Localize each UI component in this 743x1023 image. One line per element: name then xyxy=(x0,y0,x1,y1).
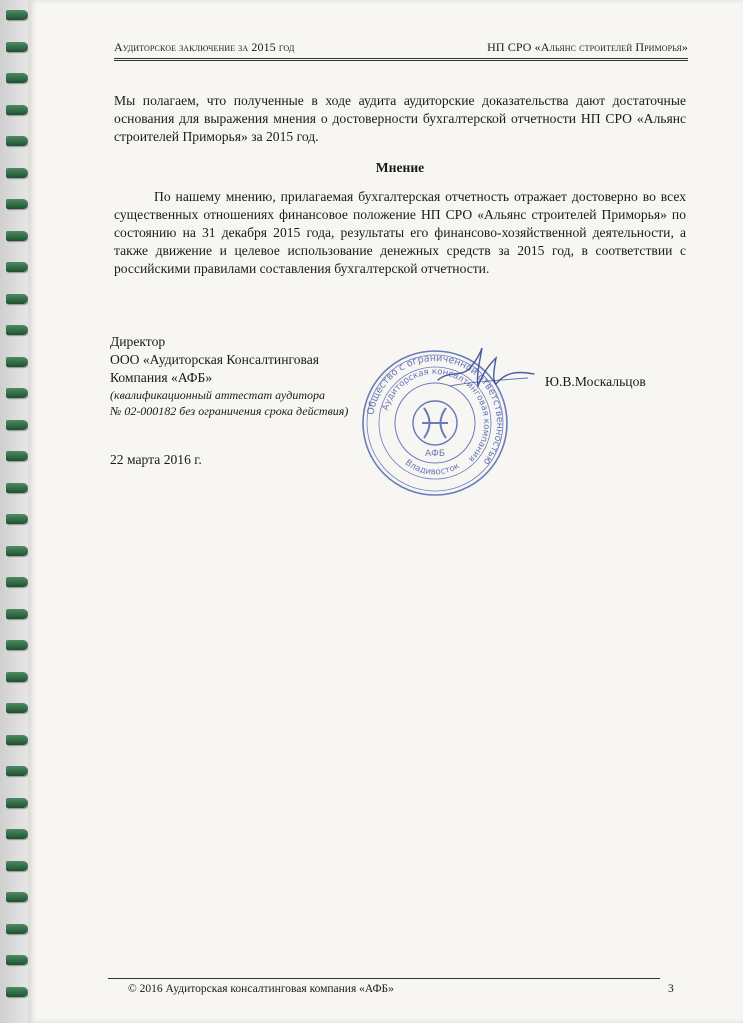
header-left: Аудиторское заключение за 2015 год xyxy=(114,40,295,54)
header-right: НП СРО «Альянс строителей Приморья» xyxy=(487,40,688,54)
document-date: 22 марта 2016 г. xyxy=(110,452,202,467)
binding-ring xyxy=(6,73,28,83)
binding-ring xyxy=(6,262,28,272)
footer-copyright: © 2016 Аудиторская консалтинговая компания «АФБ» xyxy=(128,983,394,995)
document-page xyxy=(28,0,743,1023)
signer-name: Ю.В.Москальцов xyxy=(545,374,646,389)
page-number: 3 xyxy=(668,983,674,995)
binding-ring xyxy=(6,483,28,493)
seal-inner-text: Аудиторская консалтинговая компания xyxy=(380,366,492,464)
binding-ring xyxy=(6,672,28,682)
binding-ring xyxy=(6,609,28,619)
binding-ring xyxy=(6,451,28,461)
binding-ring xyxy=(6,105,28,115)
binding-ring xyxy=(6,987,28,997)
binding-ring xyxy=(6,766,28,776)
header-rule xyxy=(114,58,688,61)
binding-ring xyxy=(6,42,28,52)
handwritten-signature xyxy=(430,340,540,400)
binding-ring xyxy=(6,577,28,587)
binding-ring xyxy=(6,546,28,556)
binding-ring xyxy=(6,388,28,398)
binding-ring xyxy=(6,892,28,902)
binding-ring xyxy=(6,168,28,178)
binding-ring xyxy=(6,798,28,808)
binding-ring xyxy=(6,136,28,146)
binding-ring xyxy=(6,294,28,304)
binding-ring xyxy=(6,703,28,713)
page-header xyxy=(114,40,688,55)
binding-ring xyxy=(6,924,28,934)
company-line-1: ООО «Аудиторская Консалтинговая xyxy=(110,352,320,367)
attest-line-2: № 02-000182 без ограничения срока действия) xyxy=(110,404,349,418)
binding-ring xyxy=(6,829,28,839)
binding-ring xyxy=(6,199,28,209)
paragraph-evidence: Мы полагаем, что полученные в ходе аудита аудиторские доказательства дают достаточные основания для выражения мнения о достоверности бухгалтерской отчетности НП СРО «Альянс строителей Приморья» за 2015 год. xyxy=(114,93,686,144)
opinion-heading: Мнение xyxy=(375,160,425,175)
binding-ring xyxy=(6,514,28,524)
signature-block xyxy=(110,333,348,419)
company-line-2: Компания «АФБ» xyxy=(110,370,213,385)
paragraph-opinion: По нашему мнению, прилагаемая бухгалтерская отчетность отражает достоверно во всех существенных отношениях финансовое положение НП СРО «Альянс строителей Приморья» по состоянию на 31 декабря 2015 года, результаты его финансово-хозяйственной деятельности, а также движение и целевое использование денежных средств за 2015 год, в соответствии с российскими правилами составления бухгалтерской отчетности. xyxy=(114,189,686,276)
attest-line-1: (квалификационный аттестат аудитора xyxy=(110,388,326,402)
binding-ring xyxy=(6,10,28,20)
seal-bottom-text: Владивосток xyxy=(403,457,462,478)
seal-center-text: АФБ xyxy=(424,449,446,459)
seal-outer-text: Общество с ограниченной ответственностью xyxy=(365,352,506,467)
signer-position: Директор xyxy=(110,334,166,349)
footer-rule xyxy=(108,978,660,979)
binding-ring xyxy=(6,357,28,367)
binding-ring xyxy=(6,420,28,430)
binding-ring xyxy=(6,231,28,241)
binding-ring xyxy=(6,325,28,335)
binding-ring xyxy=(6,955,28,965)
binding-strip xyxy=(0,0,30,1023)
binding-ring xyxy=(6,640,28,650)
binding-ring xyxy=(6,861,28,871)
binding-ring xyxy=(6,735,28,745)
